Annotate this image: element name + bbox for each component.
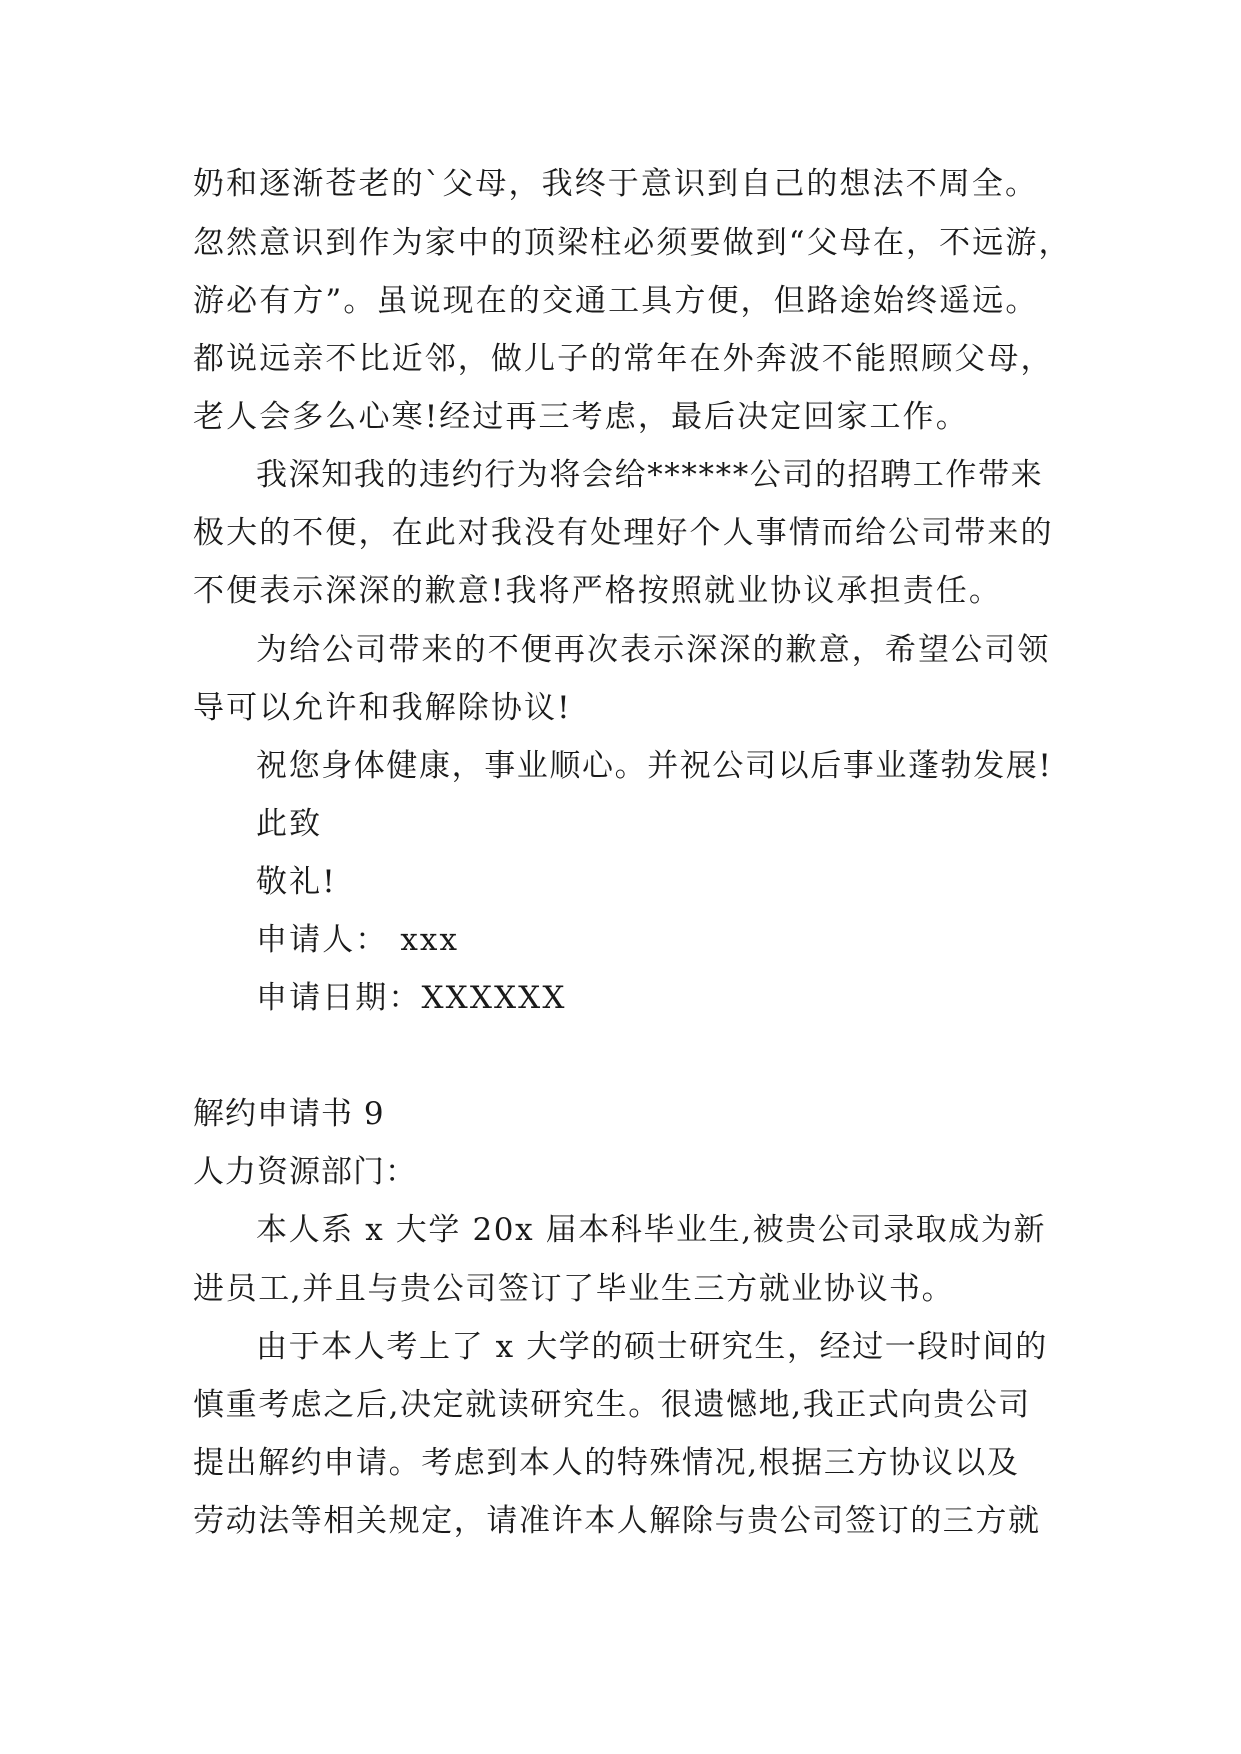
body-text-line: 都说远亲不比近邻，做儿子的常年在外奔波不能照顾父母， — [193, 341, 1054, 377]
closing-jing-li: 敬礼! — [256, 864, 337, 900]
body-text-line: 进员工,并且与贵公司签订了毕业生三方就业协议书。 — [193, 1271, 955, 1307]
body-text-line: 奶和逐渐苍老的`父母，我终于意识到自己的想法不周全。 — [193, 166, 1039, 202]
paragraph-first-line: 由于本人考上了 x 大学的硕士研究生，经过一段时间的 — [256, 1329, 1048, 1365]
paragraph-first-line: 我深知我的违约行为将会给******公司的招聘工作带来 — [256, 457, 1044, 493]
body-text-line: 忽然意识到作为家中的顶梁柱必须要做到“父母在，不远游， — [193, 225, 1072, 261]
body-text-line: 游必有方”。虽说现在的交通工具方便，但路途始终遥远。 — [193, 283, 1039, 319]
body-text-line: 老人会多么心寒!经过再三考虑，最后决定回家工作。 — [193, 399, 969, 435]
body-text-line: 慎重考虑之后,决定就读研究生。很遗憾地,我正式向贵公司 — [193, 1387, 1031, 1423]
body-text-line: 不便表示深深的歉意!我将严格按照就业协议承担责任。 — [193, 573, 1002, 609]
closing-ci-zhi: 此致 — [256, 806, 323, 842]
paragraph-first-line: 本人系 x 大学 20x 届本科毕业生,被贵公司录取成为新 — [256, 1212, 1047, 1248]
body-text-line: 极大的不便，在此对我没有处理好个人事情而给公司带来的 — [193, 515, 1054, 551]
body-text-line: 劳动法等相关规定，请准许本人解除与贵公司签订的三方就 — [193, 1503, 1041, 1539]
salutation: 人力资源部门： — [193, 1154, 417, 1190]
application-date-line: 申请日期：XXXXXX — [256, 980, 567, 1016]
body-text-line: 提出解约申请。考虑到本人的特殊情况,根据三方协议以及 — [193, 1445, 1020, 1481]
paragraph-first-line: 为给公司带来的不便再次表示深深的歉意，希望公司领 — [256, 632, 1051, 668]
applicant-line: 申请人： xxx — [256, 922, 460, 958]
body-text-line: 导可以允许和我解除协议! — [193, 690, 572, 726]
section-title: 解约申请书 9 — [193, 1096, 385, 1132]
closing-wish: 祝您身体健康，事业顺心。并祝公司以后事业蓬勃发展! — [256, 748, 1053, 784]
